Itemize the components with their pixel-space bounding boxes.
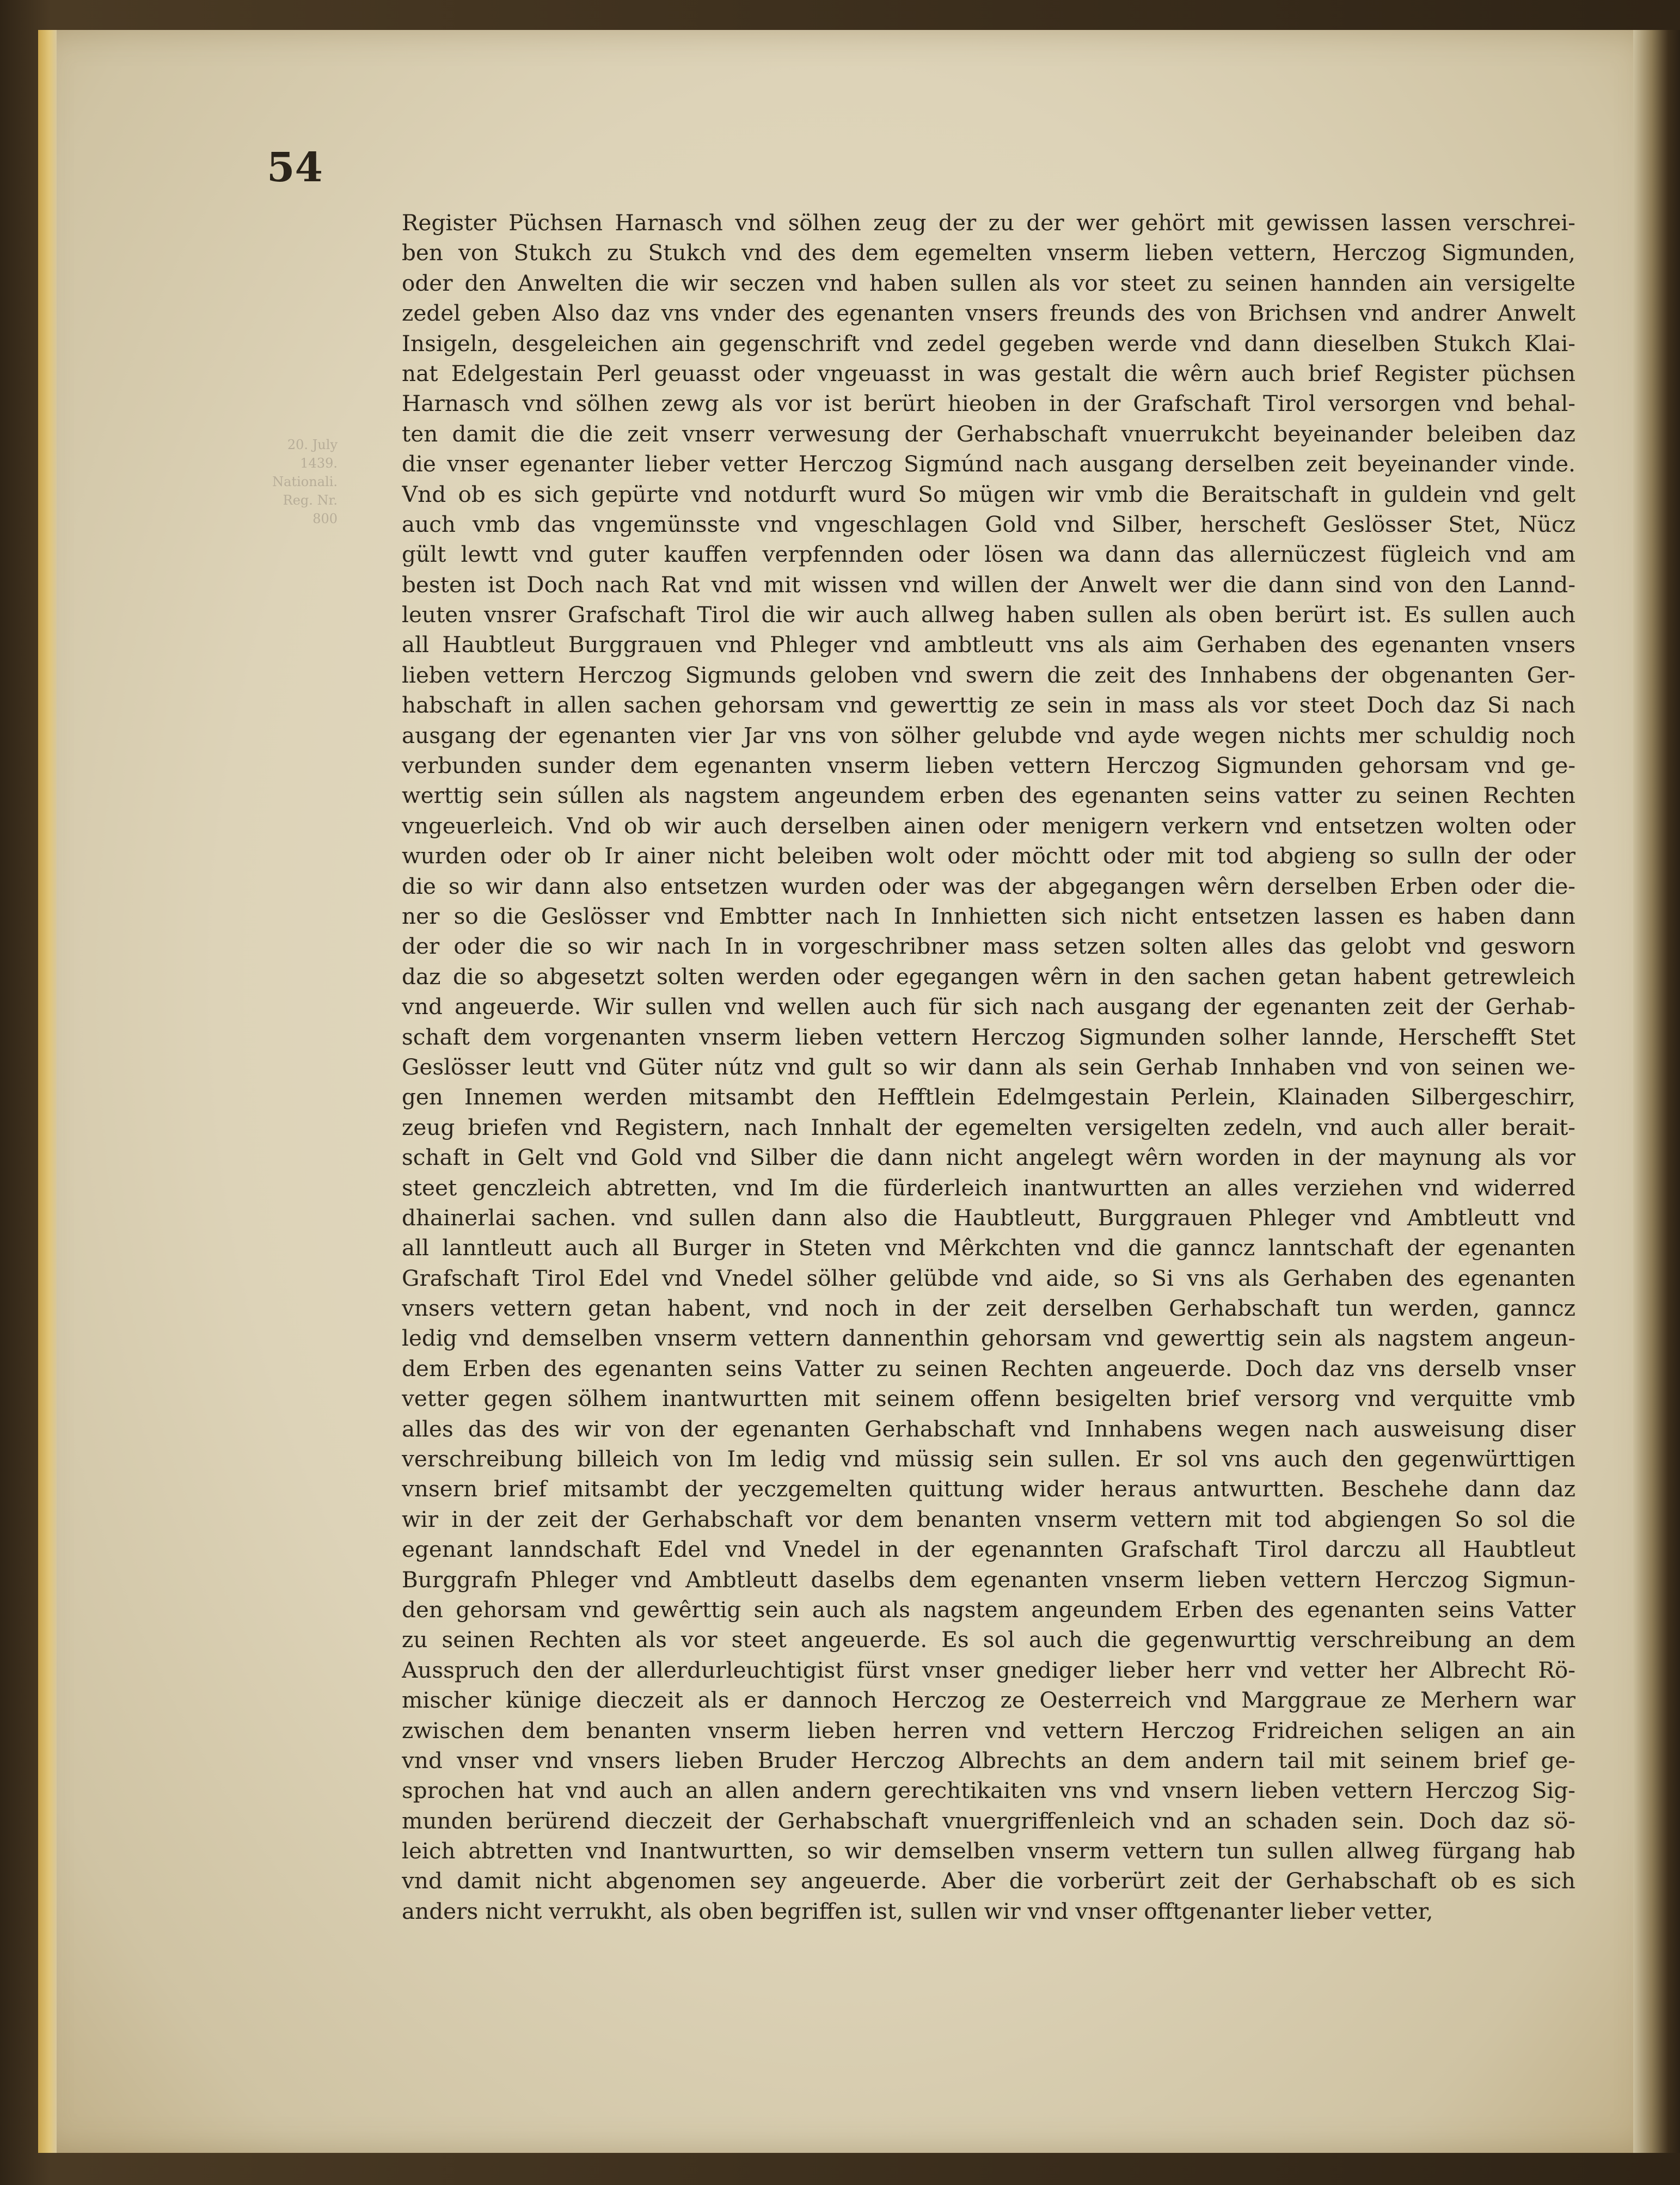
text-line: ten damit die die zeit vnserr verwesung der Gerhabschaft vnuerrukcht beyeinander beleiben daz (402, 420, 1575, 447)
text-line: wir in der zeit der Gerhabschaft vor dem benanten vnserm vettern mit tod abgiengen So sol die (402, 1506, 1575, 1532)
text-line: gen Innemen werden mitsambt den Hefftlein Edelmgestain Perlein, Klainaden Silbergeschirr, (402, 1084, 1575, 1110)
text-line: werttig sein súllen als nagstem angeundem erben des egenanten seins vatter zu seinen Rechten (402, 782, 1575, 809)
text-line: Grafschaft Tirol Edel vnd Vnedel sölher gelübde vnd aide, so Si vns als Gerhaben des egenanten (402, 1265, 1575, 1291)
text-line: Burggrafn Phleger vnd Ambtleutt daselbs dem egenanten vnserm lieben vettern Herczog Sigmun- (402, 1566, 1575, 1593)
text-line: all lanntleutt auch all Burger in Steten vnd Mêrkchten vnd die ganncz lanntschaft der egenanten (402, 1235, 1575, 1261)
text-line: munden berürend dieczeit der Gerhabschaft vnuergriffenleich vnd an schaden sein. Doch daz sö- (402, 1807, 1575, 1834)
margin-note-line: Reg. Nr. 800 (283, 493, 338, 526)
margin-note-line: Nationali. (272, 474, 338, 489)
text-line: vnd vnser vnd vnsers lieben Bruder Herczog Albrechts an dem andern tail mit seinem brief ge- (402, 1747, 1575, 1773)
text-line: auch vmb das vngemünsste vnd vngeschlagen Gold vnd Silber, herscheft Geslösser Stet, Nücz (402, 511, 1575, 537)
text-line: nat Edelgestain Perl geuasst oder vngeuasst in was gestalt die wêrn auch brief Register püchsen (402, 360, 1575, 386)
text-line: daz die so abgesetzt solten werden oder egegangen wêrn in den sachen getan habent getrewleich (402, 963, 1575, 990)
text-line: verbunden sunder dem egenanten vnserm lieben vettern Herczog Sigmunden gehorsam vnd ge- (402, 752, 1575, 779)
margin-note-line: 20. July (287, 437, 338, 452)
text-line: zeug briefen vnd Registern, nach Innhalt der egemelten versigelten zedeln, vnd auch aller berait- (402, 1114, 1575, 1140)
text-line: mischer künige dieczeit als er dannoch Herczog ze Oesterreich vnd Marggraue ze Merhern war (402, 1687, 1575, 1714)
text-line: lieben vettern Herczog Sigmunds geloben vnd swern die zeit des Innhabens der obgenanten Ger- (402, 661, 1575, 688)
text-line: vnsers vettern getan habent, vnd noch in der zeit derselben Gerhabschaft tun werden, ganncz (402, 1295, 1575, 1322)
text-line: steet genczleich abtretten, vnd Im die fürderleich inantwurtten an alles verziehen vnd widerred (402, 1174, 1575, 1201)
text-line: leich abtretten vnd Inantwurtten, so wir demselben vnserm vettern tun sullen allweg fürgang hab (402, 1838, 1575, 1864)
margin-note (261, 435, 338, 528)
text-line: ner so die Geslösser vnd Embtter nach In Innhietten sich nicht entsetzen lassen es haben dann (402, 903, 1575, 929)
text-line: leuten vnsrer Grafschaft Tirol die wir auch allweg haben sullen als oben berürt ist. Es sullen auch (402, 602, 1575, 628)
text-line: zedel geben Also daz vns vnder des egenanten vnsers freunds des von Brichsen vnd andrer Anwelt (402, 300, 1575, 327)
text-line: alles das des wir von der egenanten Gerhabschaft vnd Innhabens wegen nach ausweisung diser (402, 1415, 1575, 1442)
text-line: Insigeln, desgeleichen ain gegenschrift vnd zedel gegeben werde vnd dann dieselben Stukch Klai- (402, 330, 1575, 357)
text-line: dem Erben des egenanten seins Vatter zu seinen Rechten angeuerde. Doch daz vns derselb vnser (402, 1355, 1575, 1382)
text-line: egenant lanndschaft Edel vnd Vnedel in der egenannten Grafschaft Tirol darczu all Haubtleut (402, 1536, 1575, 1563)
text-line: Vnd ob es sich gepürte vnd notdurft wurd So mügen wir vmb die Beraitschaft in guldein vnd gelt (402, 481, 1575, 507)
text-line: vnd damit nicht abgenomen sey angeuerde. Aber die vorberürt zeit der Gerhabschaft ob es sich (402, 1868, 1575, 1894)
margin-note-line: 1439. (300, 456, 338, 471)
text-line: all Haubtleut Burggrauen vnd Phleger vnd ambtleutt vns als aim Gerhaben des egenanten vnsers (402, 631, 1575, 658)
text-line: Register Püchsen Harnasch vnd sölhen zeug der zu der wer gehört mit gewissen lassen verschrei- (402, 210, 1575, 236)
text-line: verschreibung billeich von Im ledig vnd müssig sein sullen. Er sol vns auch den gegenwürttigen (402, 1446, 1575, 1472)
text-line: Harnasch vnd sölhen zewg als vor ist berürt hieoben in der Grafschaft Tirol versorgen vnd behal- (402, 390, 1575, 417)
text-line: der oder die so wir nach In in vorgeschribner mass setzen solten alles das gelobt vnd gesworn (402, 933, 1575, 960)
page-edge-right (1633, 30, 1680, 2153)
text-line: vnd angeuerde. Wir sullen vnd wellen auch für sich nach ausgang der egenanten zeit der Gerhab- (402, 993, 1575, 1020)
text-line: besten ist Doch nach Rat vnd mit wissen vnd willen der Anwelt wer die dann sind von den Lannd- (402, 571, 1575, 598)
text-line: Ausspruch den der allerdurleuchtigist fürst vnser gnediger lieber herr vnd vetter her Albrecht Rö- (402, 1656, 1575, 1683)
text-line: dhainerlai sachen. vnd sullen dann also die Haubtleutt, Burggrauen Phleger vnd Ambtleutt vnd (402, 1204, 1575, 1231)
text-line: gült lewtt vnd guter kauffen verpfennden oder lösen wa dann das allernüczest fügleich vnd am (402, 541, 1575, 568)
text-line: wurden oder ob Ir ainer nicht beleiben wolt oder möchtt oder mit tod abgieng so sulln der oder (402, 843, 1575, 869)
text-line: ausgang der egenanten vier Jar vns von sölher gelubde vnd ayde wegen nichts mer schuldig noch (402, 722, 1575, 748)
page-edge-left (38, 30, 57, 2153)
text-line: schaft in Gelt vnd Gold vnd Silber die dann nicht angelegt wêrn worden in der maynung als vor (402, 1144, 1575, 1171)
body-text (402, 208, 1575, 1926)
text-line: Geslösser leutt vnd Güter nútz vnd gult so wir dann als sein Gerhab Innhaben vnd von seinen we- (402, 1053, 1575, 1080)
text-line: vetter gegen sölhem inantwurtten mit seinem offenn besigelten brief versorg vnd verquitte vmb (402, 1385, 1575, 1412)
text-line: die so wir dann also entsetzen wurden oder was der abgegangen wêrn derselben Erben oder die- (402, 873, 1575, 899)
text-line: ben von Stukch zu Stukch vnd des dem egemelten vnserm lieben vettern, Herczog Sigmunden, (402, 240, 1575, 266)
text-line: habschaft in allen sachen gehorsam vnd gewerttig ze sein in mass als vor steet Doch daz Si nach (402, 692, 1575, 719)
text-line: die vnser egenanter lieber vetter Herczog Sigmúnd nach ausgang derselben zeit beyeinander vinde. (402, 451, 1575, 477)
text-line: vnsern brief mitsambt der yeczgemelten quittung wider heraus antwurtten. Beschehe dann daz (402, 1476, 1575, 1502)
text-line: vngeuerleich. Vnd ob wir auch derselben ainen oder menigern verkern vnd entsetzen wolten oder (402, 812, 1575, 839)
page-number: 54 (267, 144, 323, 191)
text-line: oder den Anwelten die wir seczen vnd haben sullen als vor steet zu seinen hannden ain versigelte (402, 269, 1575, 296)
text-line: schaft dem vorgenanten vnserm lieben vettern Herczog Sigmunden solher lannde, Herschefft Stet (402, 1023, 1575, 1050)
text-line: den gehorsam vnd gewêrttig sein auch als nagstem angeundem Erben des egenanten seins Vatter (402, 1596, 1575, 1623)
text-line: zu seinen Rechten als vor steet angeuerde. Es sol auch die gegenwurttig verschreibung an dem (402, 1627, 1575, 1653)
text-line: sprochen hat vnd auch an allen andern gerechtikaiten vns vnd vnsern lieben vettern Herczog Sig- (402, 1777, 1575, 1804)
text-line: ledig vnd demselben vnserm vettern dannenthin gehorsam vnd gewerttig sein als nagstem angeun- (402, 1325, 1575, 1352)
text-line: anders nicht verrukht, als oben begriffen ist, sullen wir vnd vnser offtgenanter lieber vetter, (402, 1898, 1433, 1924)
text-line: zwischen dem benanten vnserm lieben herren vnd vettern Herczog Fridreichen seligen an ain (402, 1717, 1575, 1744)
